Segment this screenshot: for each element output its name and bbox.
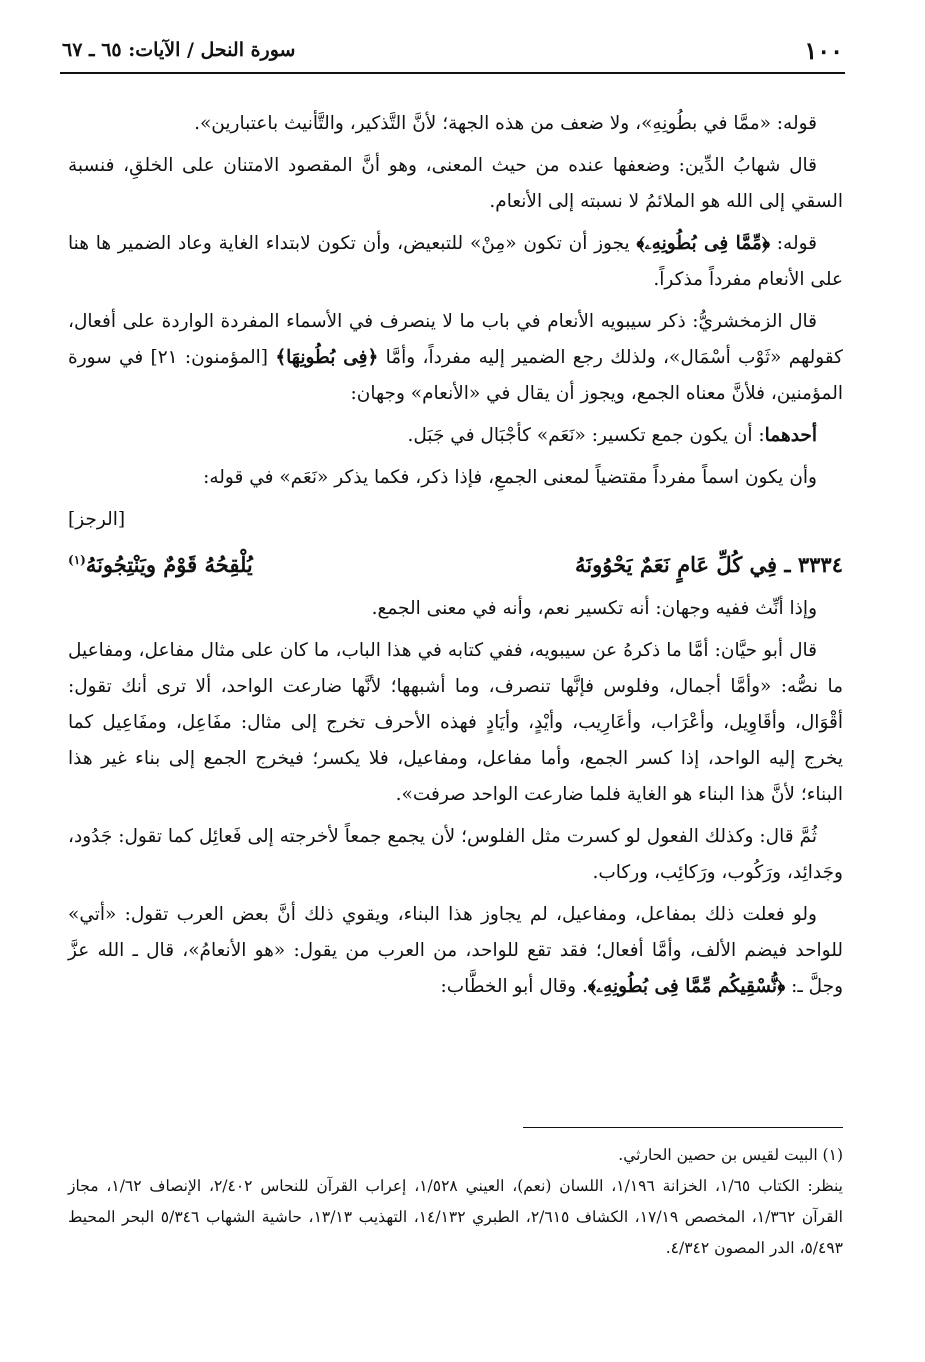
page-header [62, 30, 843, 70]
page-number: ١٠٠ [804, 35, 843, 65]
running-title: سورة النحل / الآيات: ٦٥ ـ ٦٧ [62, 39, 296, 61]
paragraph: ولو فعلت ذلك بمفاعل، ومفاعيل، لم يجاوز هذا البناء، ويقوي ذلك أنَّ بعض العرب تقول: «أتي» للواحد فيضم الألف، وأمَّا أفعال؛ فقد تقع للواحد، من العرب من يقول: «هو الأنعامُ»، قال ـ الله عزَّ وجلَّ ـ: ﴿نُّسْقِيكُم مِّمَّا فِى بُطُونِهِۦ﴾. وقال أبو الخطَّاب: [68, 904, 843, 997]
footnote-reference: (١) [68, 553, 86, 567]
paragraph: قال شهابُ الدِّين: وضعفها عنده من حيث المعنى، وهو أنَّ المقصود الامتنان على الخلقِ، فنسبة السقي إلى الله هو الملائمُ لا نسبته إلى الأنعام. [68, 155, 843, 212]
paragraph: أحدهما: أن يكون جمع تكسير: «نَعَم» كأجْبَال في جَبَل. [407, 425, 817, 446]
footnote-rule [523, 1127, 843, 1128]
paragraph: قوله: ﴿مِّمَّا فِى بُطُونِهِۦ﴾ يجوز أن تكون «مِنْ» للتبعيض، وأن تكون لابتداء الغاية وعاد الضمير ها هنا على الأنعام مفرداً مذكراً. [68, 233, 843, 290]
footnotes [68, 1140, 843, 1264]
paragraph: قوله: «ممَّا في بطُونِهِ»، ولا ضعف من هذه الجهة؛ لأنَّ التَّذكير، والتَّأنيث باعتبارين». [194, 113, 817, 134]
footnote-sources: ينظر: الكتاب ١/٦٥، الخزانة ١/١٩٦، اللسان (نعم)، العيني ١/٥٢٨، إعراب القرآن للنحاس ٢/٤٠٢، الإنصاف ١/٦٢، مجاز القرآن ١/٣٦٢، المخصص ١٧/١٩، الكشاف ٢/٦١٥، الطبري ١٤/١٣٢، التهذيب ١٣/١٣، حاشية الشهاب ٥/٣٤٦ البحر المحيط ٥/٤٩٣، الدر المصون ٤/٣٤٢. [68, 1177, 843, 1257]
footnote: (١) البيت لقيس بن حصين الحارثي. [618, 1146, 843, 1164]
quran-quote: ﴿فِى بُطُونِهَا﴾ [275, 347, 379, 368]
header-rule [60, 72, 845, 74]
quran-quote: ﴿نُّسْقِيكُم مِّمَّا فِى بُطُونِهِۦ﴾ [587, 976, 786, 997]
paragraph: ثُمَّ قال: وكذلك الفعول لو كسرت مثل الفلوس؛ لأن يجمع جمعاً لأخرجته إلى فَعائِل كما تقول: جَدُود، وجَدائِد، ورَكُوب، ورَكائِب، وركاب. [68, 826, 843, 883]
paragraph: قال الزمخشريُّ: ذكر سيبويه الأنعام في باب ما لا ينصرف في الأسماء المفردة الواردة على أفعال، كقولهم «ثَوْب أسْمَال»، ولذلك رجع الضمير إليه مفرداً، وأمَّا ﴿فِى بُطُونِهَا﴾ [المؤمنون: ٢١] في سورة المؤمنين، فلأنَّ معناه الجمع، ويجوز أن يقال في «الأنعام» وجهان: [68, 311, 843, 404]
verse-number: ٣٣٣٤ ـ [784, 552, 843, 577]
main-text [68, 106, 843, 1011]
bold-label: أحدهما [764, 425, 817, 446]
quran-quote: ﴿مِّمَّا فِى بُطُونِهِۦ﴾ [636, 233, 771, 254]
paragraph: وإذا أنِّث ففيه وجهان: أنه تكسير نعم، وأنه في معنى الجمع. [371, 598, 817, 619]
verse-first-half: ٣٣٣٤ ـ فِي كُلِّ عَامٍ نَعَمٌ يَحْوُونَهُ [575, 552, 843, 577]
poetry-verse [68, 542, 843, 583]
paragraph: وأن يكون اسماً مفرداً مقتضياً لمعنى الجمعِ، فإذا ذكر، فكما يذكر «نَعَم» في قوله: [203, 467, 817, 488]
paragraph: قال أبو حيَّان: أمَّا ما ذكرهُ عن سيبويه، ففي كتابه في هذا الباب، ما كان على مثال مفاعل، ومفاعيل ما نصُّه: «وأمَّا أجمال، وفلوس فإنَّها تنصرف، وما أشبهها؛ لأنَّها ضارعت الواحد، ألا ترى أنك تقول: أقْوَال، وأقَاوِيل، وأعْرَاب، وأعَارِيب، وأيْدٍ، وأيَادٍ فهذه الأحرف تخرج إلى مثال: مفَاعِل، ومفَاعِيل كما يخرج إليه الواحد، إذا كسر الجمع، وأما مفاعل، ومفاعيل، فلا يكسر؛ فيخرج الجمع إلى بناء غير هذا البناء؛ لأنَّ هذا البناء هو الغاية فلما ضارعت الواحد صرفت». [68, 640, 843, 805]
poetic-meter: [الرجز] [68, 509, 126, 530]
verse-second-half: يُلْقِحُهُ قَوْمٌ ويَنْتِجُونَهُ$^{(١)}$ [68, 552, 253, 577]
